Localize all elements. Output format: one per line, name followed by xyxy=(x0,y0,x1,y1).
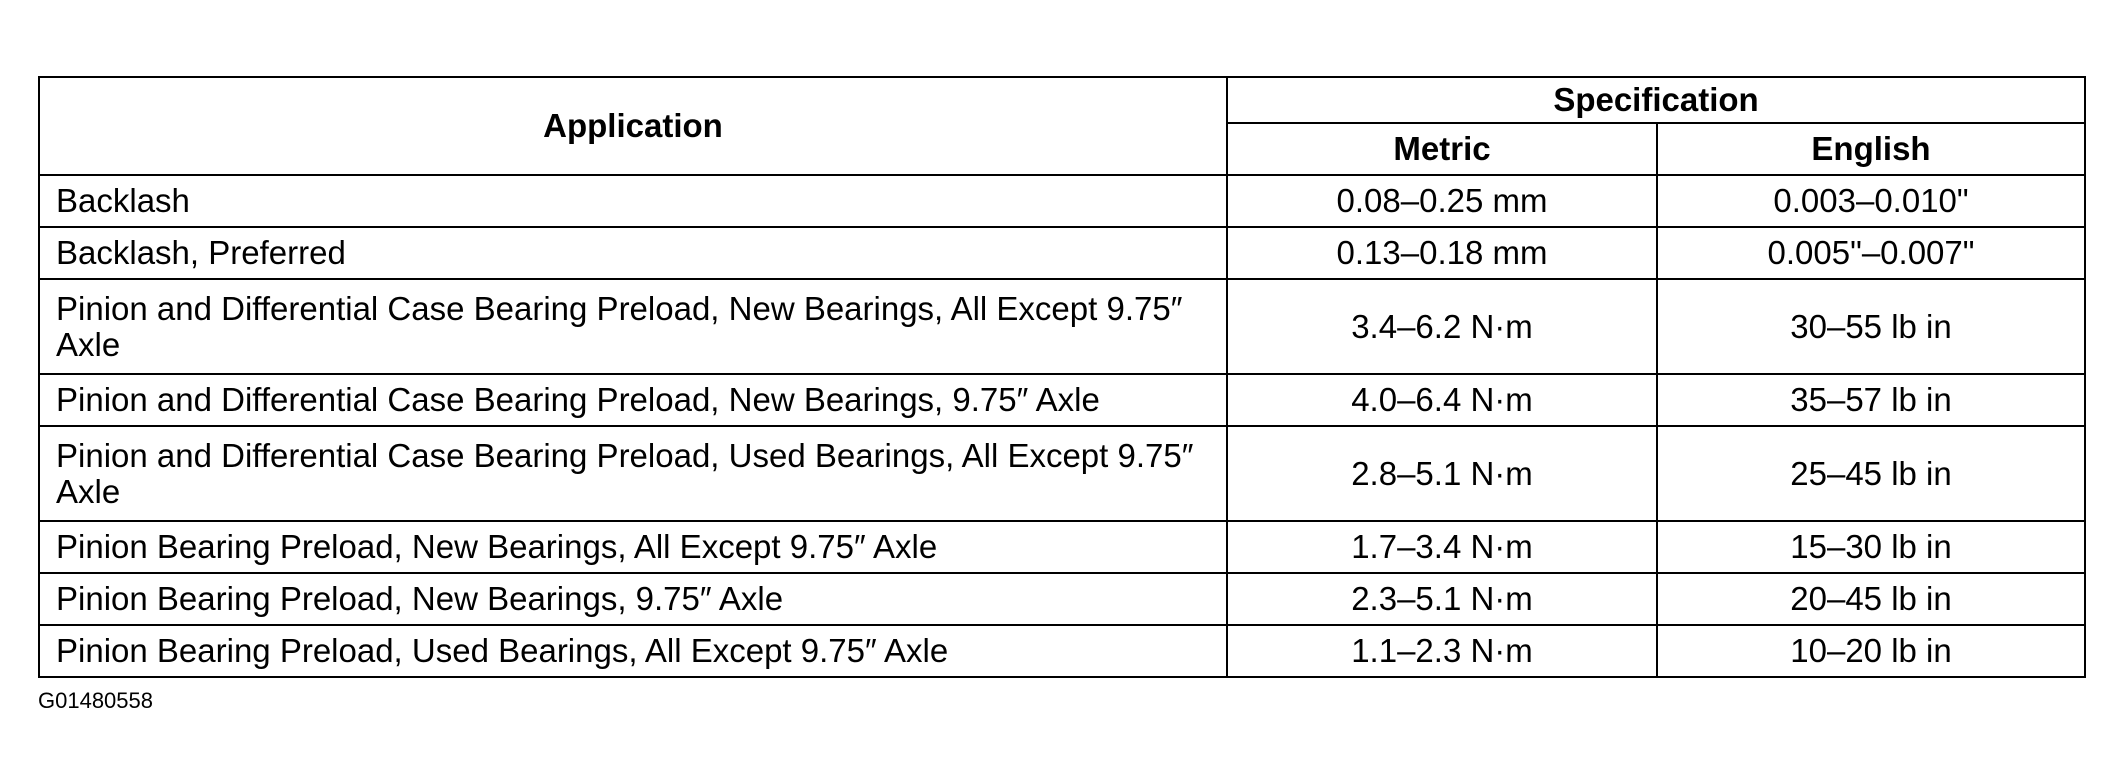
english-cell: 10–20 lb in xyxy=(1657,625,2085,677)
english-cell: 0.005"–0.007" xyxy=(1657,227,2085,279)
table-row xyxy=(39,227,2085,279)
english-cell: 20–45 lb in xyxy=(1657,573,2085,625)
table-row xyxy=(39,175,2085,227)
figure-id: G01480558 xyxy=(38,688,153,713)
metric-cell: 3.4–6.2 N·m xyxy=(1227,279,1657,374)
application-cell: Pinion and Differential Case Bearing Preload, New Bearings, 9.75″ Axle xyxy=(39,374,1227,426)
english-cell: 0.003–0.010" xyxy=(1657,175,2085,227)
metric-cell: 4.0–6.4 N·m xyxy=(1227,374,1657,426)
metric-cell: 2.8–5.1 N·m xyxy=(1227,426,1657,521)
application-cell: Pinion Bearing Preload, New Bearings, 9.75″ Axle xyxy=(39,573,1227,625)
specification-header: Specification xyxy=(1227,77,2085,123)
english-cell: 25–45 lb in xyxy=(1657,426,2085,521)
application-cell: Pinion and Differential Case Bearing Preload, New Bearings, All Except 9.75″ Axle xyxy=(39,279,1227,374)
metric-cell: 0.08–0.25 mm xyxy=(1227,175,1657,227)
application-cell: Pinion and Differential Case Bearing Preload, Used Bearings, All Except 9.75″ Axle xyxy=(39,426,1227,521)
application-cell: Pinion Bearing Preload, New Bearings, All Except 9.75″ Axle xyxy=(39,521,1227,573)
metric-cell: 1.7–3.4 N·m xyxy=(1227,521,1657,573)
metric-cell: 0.13–0.18 mm xyxy=(1227,227,1657,279)
metric-header: Metric xyxy=(1227,123,1657,175)
table-row xyxy=(39,625,2085,677)
table-row xyxy=(39,521,2085,573)
table-row xyxy=(39,426,2085,521)
table-row xyxy=(39,279,2085,374)
english-cell: 35–57 lb in xyxy=(1657,374,2085,426)
specification-table xyxy=(38,76,2086,678)
metric-cell: 1.1–2.3 N·m xyxy=(1227,625,1657,677)
table-row xyxy=(39,573,2085,625)
english-cell: 15–30 lb in xyxy=(1657,521,2085,573)
application-cell: Backlash xyxy=(39,175,1227,227)
table-row xyxy=(39,374,2085,426)
application-cell: Pinion Bearing Preload, Used Bearings, All Except 9.75″ Axle xyxy=(39,625,1227,677)
english-cell: 30–55 lb in xyxy=(1657,279,2085,374)
application-header: Application xyxy=(39,77,1227,175)
english-header: English xyxy=(1657,123,2085,175)
application-cell: Backlash, Preferred xyxy=(39,227,1227,279)
metric-cell: 2.3–5.1 N·m xyxy=(1227,573,1657,625)
